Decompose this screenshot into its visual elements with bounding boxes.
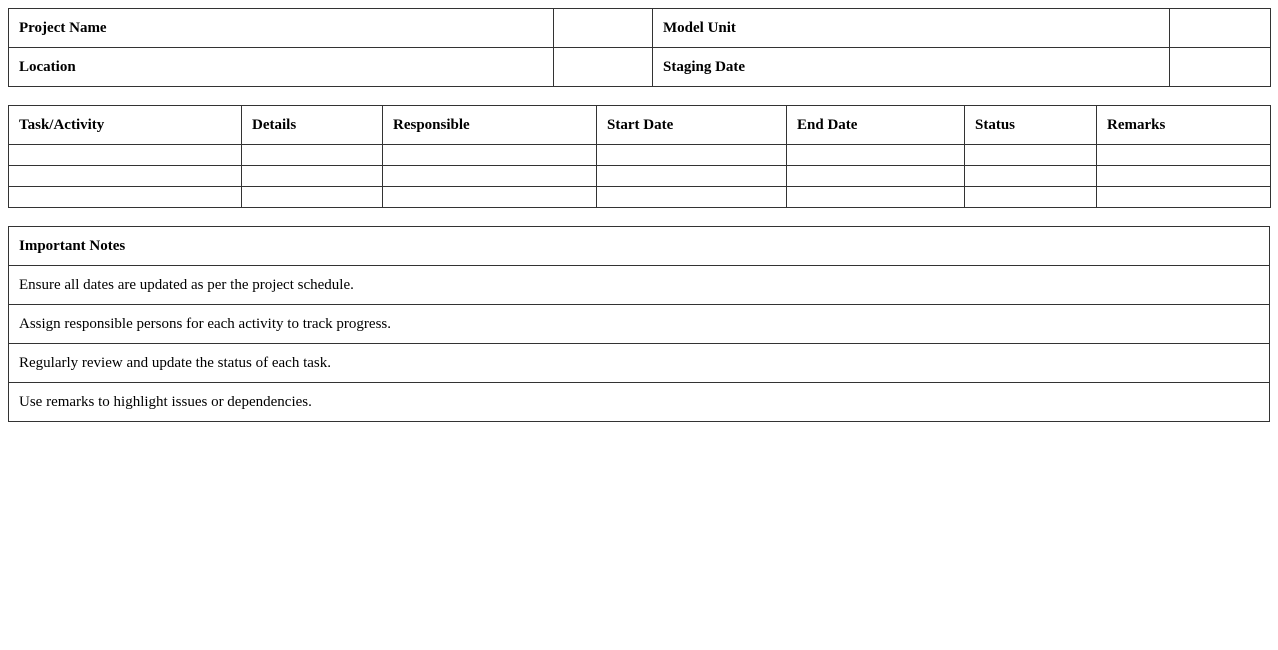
note-row (9, 305, 1270, 344)
column-header-responsible: Responsible (383, 106, 597, 145)
task-table (8, 105, 1271, 208)
table-row (9, 145, 1271, 166)
status-cell[interactable] (965, 166, 1097, 187)
end-date-cell[interactable] (787, 187, 965, 208)
note-item: Regularly review and update the status of each task. (9, 344, 1270, 383)
location-label: Location (9, 48, 554, 87)
project-info-row (9, 9, 1271, 48)
remarks-cell[interactable] (1097, 166, 1271, 187)
note-item: Assign responsible persons for each activity to track progress. (9, 305, 1270, 344)
column-header-end-date: End Date (787, 106, 965, 145)
note-row (9, 266, 1270, 305)
column-header-task-activity: Task/Activity (9, 106, 242, 145)
details-cell[interactable] (242, 187, 383, 208)
model-unit-label: Model Unit (653, 9, 1170, 48)
remarks-cell[interactable] (1097, 187, 1271, 208)
location-value[interactable] (554, 48, 653, 87)
start-date-cell[interactable] (597, 166, 787, 187)
column-header-start-date: Start Date (597, 106, 787, 145)
end-date-cell[interactable] (787, 145, 965, 166)
remarks-cell[interactable] (1097, 145, 1271, 166)
staging-date-value[interactable] (1170, 48, 1271, 87)
model-unit-value[interactable] (1170, 9, 1271, 48)
note-item: Use remarks to highlight issues or dependencies. (9, 383, 1270, 422)
project-name-value[interactable] (554, 9, 653, 48)
note-row (9, 383, 1270, 422)
project-name-label: Project Name (9, 9, 554, 48)
notes-heading-row (9, 227, 1270, 266)
responsible-cell[interactable] (383, 187, 597, 208)
task-activity-cell[interactable] (9, 187, 242, 208)
start-date-cell[interactable] (597, 145, 787, 166)
status-cell[interactable] (965, 145, 1097, 166)
project-info-row (9, 48, 1271, 87)
project-info-table (8, 8, 1271, 87)
details-cell[interactable] (242, 166, 383, 187)
end-date-cell[interactable] (787, 166, 965, 187)
important-notes-table (8, 226, 1270, 422)
table-row (9, 187, 1271, 208)
responsible-cell[interactable] (383, 145, 597, 166)
task-activity-cell[interactable] (9, 166, 242, 187)
column-header-remarks: Remarks (1097, 106, 1271, 145)
column-header-details: Details (242, 106, 383, 145)
table-row (9, 166, 1271, 187)
start-date-cell[interactable] (597, 187, 787, 208)
details-cell[interactable] (242, 145, 383, 166)
note-item: Ensure all dates are updated as per the project schedule. (9, 266, 1270, 305)
task-table-header-row (9, 106, 1271, 145)
note-row (9, 344, 1270, 383)
staging-date-label: Staging Date (653, 48, 1170, 87)
task-activity-cell[interactable] (9, 145, 242, 166)
important-notes-heading: Important Notes (9, 227, 1270, 266)
status-cell[interactable] (965, 187, 1097, 208)
column-header-status: Status (965, 106, 1097, 145)
responsible-cell[interactable] (383, 166, 597, 187)
